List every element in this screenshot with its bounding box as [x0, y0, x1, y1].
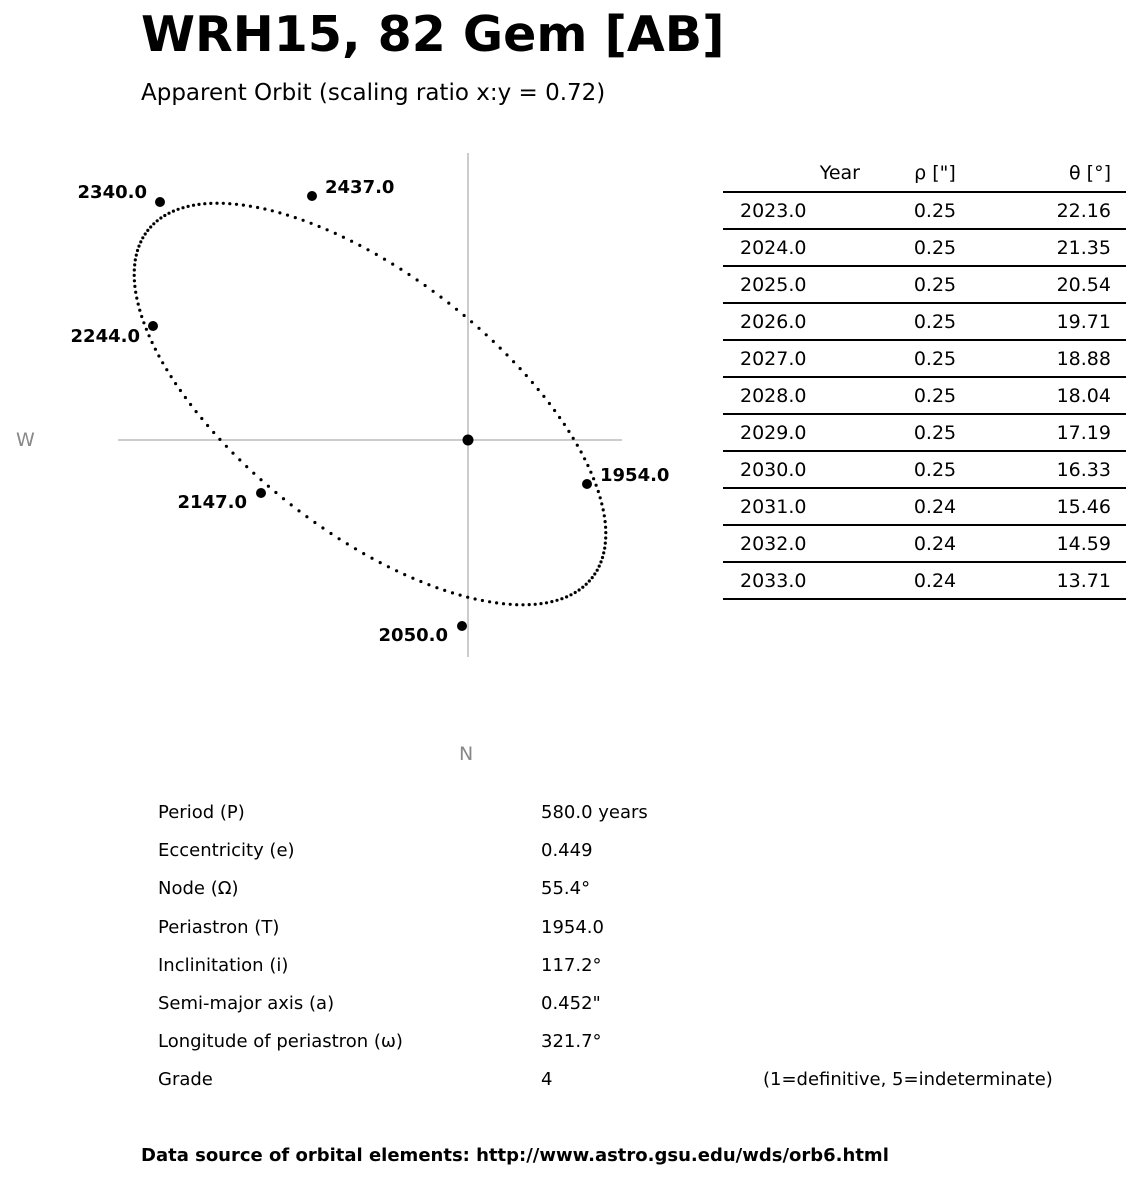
table-cell: 22.16	[1010, 192, 1126, 229]
orbit-dot	[375, 253, 378, 256]
orbit-dot	[499, 347, 502, 350]
table-cell: 21.35	[1010, 229, 1126, 266]
orbit-dot	[459, 594, 462, 597]
epoch-marker	[256, 488, 266, 498]
orbit-dot	[485, 333, 488, 336]
orbit-dot	[592, 477, 595, 480]
data-source-note: Data source of orbital elements: http://www.astro.gsu.edu/wds/orb6.html	[141, 1145, 889, 1166]
table-header-row	[723, 155, 1126, 192]
element-value: 117.2°	[541, 955, 602, 976]
orbit-dot	[387, 565, 390, 568]
table-row	[723, 192, 1126, 229]
orbit-dot	[259, 478, 262, 481]
chart-title: WRH15, 82 Gem [AB]	[141, 6, 725, 63]
table-row	[723, 562, 1126, 599]
orbit-dot	[553, 409, 556, 412]
element-label: Periastron (T)	[158, 917, 280, 938]
orbit-dot	[598, 565, 601, 568]
orbit-dot	[560, 597, 563, 600]
table-cell: 0.24	[860, 562, 1010, 599]
orbit-dot	[379, 561, 382, 564]
orbit-dot	[599, 496, 602, 499]
orbit-dot	[576, 444, 579, 447]
orbit-dot	[604, 536, 607, 539]
orbit-dot	[512, 360, 515, 363]
column-header: ρ ["]	[860, 155, 1010, 192]
orbit-dot	[419, 580, 422, 583]
orbit-dot	[135, 254, 138, 257]
table-cell: 19.71	[1010, 303, 1126, 340]
orbit-dot	[439, 296, 442, 299]
epoch-label: 1954.0	[600, 465, 670, 486]
orbit-dot	[586, 464, 589, 467]
orbit-dot	[427, 583, 430, 586]
orbit-dot	[585, 583, 588, 586]
orbit-dot	[563, 423, 566, 426]
orbit-dot	[338, 537, 341, 540]
orbit-dot	[603, 547, 606, 550]
orbit-dot	[231, 452, 234, 455]
orbit-dot	[148, 334, 151, 337]
orbit-dot	[139, 240, 142, 243]
orbit-dot	[318, 225, 321, 228]
orbit-dot	[151, 341, 154, 344]
element-value: 55.4°	[541, 878, 591, 899]
orbit-dot	[350, 240, 353, 243]
orbit-dot	[192, 204, 195, 207]
orbit-dot	[271, 209, 274, 212]
epoch-marker	[148, 321, 158, 331]
table-row	[723, 377, 1126, 414]
orbit-dot	[133, 285, 136, 288]
orbit-dot	[565, 595, 568, 598]
orbit-dot	[141, 236, 144, 239]
orbit-plot	[0, 140, 700, 780]
orbit-dot	[146, 229, 149, 232]
orbit-dot	[321, 526, 324, 529]
table-cell: 18.04	[1010, 377, 1126, 414]
orbit-dot	[424, 284, 427, 287]
west-label: W	[16, 429, 35, 451]
orbit-dot	[597, 490, 600, 493]
orbit-dot	[416, 278, 419, 281]
epoch-label: 2050.0	[378, 625, 448, 646]
table-cell: 13.71	[1010, 562, 1126, 599]
orbit-dot	[136, 249, 139, 252]
orbit-dot	[134, 291, 137, 294]
orbit-dot	[550, 600, 553, 603]
orbit-dot	[203, 202, 206, 205]
orbit-dot	[395, 569, 398, 572]
element-value: 4	[541, 1069, 553, 1090]
element-label: Longitude of periastron (ω)	[158, 1031, 403, 1052]
orbit-dot	[488, 600, 491, 603]
orbit-dot	[528, 603, 531, 606]
orbit-dot	[495, 601, 498, 604]
table-row	[723, 525, 1126, 562]
orbit-dot	[604, 526, 607, 529]
epoch-marker	[155, 197, 165, 207]
table-cell: 0.25	[860, 303, 1010, 340]
orbit-dot	[391, 263, 394, 266]
orbit-dot	[135, 297, 138, 300]
orbit-dot	[521, 603, 524, 606]
orbit-dot	[252, 472, 255, 475]
orbit-dot	[161, 361, 164, 364]
epoch-marker	[307, 191, 317, 201]
table-cell: 0.25	[860, 451, 1010, 488]
orbit-dot	[604, 520, 607, 523]
orbit-dot	[206, 424, 209, 427]
orbit-dot	[133, 268, 136, 271]
table-cell: 0.25	[860, 266, 1010, 303]
orbit-dot	[326, 228, 329, 231]
orbit-dot	[588, 579, 591, 582]
orbit-dot	[463, 314, 466, 317]
orbit-dot	[134, 258, 137, 261]
orbit-dot	[537, 388, 540, 391]
orbit-dot	[152, 222, 155, 225]
orbit-dot	[455, 308, 458, 311]
table-row	[723, 451, 1126, 488]
epoch-label: 2244.0	[70, 326, 140, 347]
orbit-dot	[245, 465, 248, 468]
orbit-dot	[539, 602, 542, 605]
orbit-dot	[447, 302, 450, 305]
element-label: Eccentricity (e)	[158, 840, 295, 861]
orbit-dot	[242, 204, 245, 207]
orbit-dot	[531, 381, 534, 384]
table-cell: 16.33	[1010, 451, 1126, 488]
orbit-dot	[383, 258, 386, 261]
table-cell: 0.25	[860, 192, 1010, 229]
orbit-dot	[589, 471, 592, 474]
orbit-dot	[481, 599, 484, 602]
orbit-dot	[474, 597, 477, 600]
orbit-dot	[603, 514, 606, 517]
grade-note: (1=definitive, 5=indeterminate)	[763, 1069, 1053, 1090]
table-cell: 0.25	[860, 229, 1010, 266]
orbit-dot	[583, 457, 586, 460]
table-cell: 2025.0	[723, 266, 860, 303]
table-cell: 2032.0	[723, 525, 860, 562]
orbit-dot	[263, 207, 266, 210]
table-cell: 0.25	[860, 340, 1010, 377]
orbit-dot	[567, 430, 570, 433]
orbit-dot	[370, 557, 373, 560]
orbit-dot	[157, 354, 160, 357]
orbit-dot	[534, 603, 537, 606]
orbit-dot	[167, 212, 170, 215]
orbit-dot	[600, 502, 603, 505]
orbit-dot	[218, 438, 221, 441]
orbit-dot	[172, 210, 175, 213]
orbit-dot	[515, 603, 518, 606]
orbit-dot	[170, 375, 173, 378]
orbit-dot	[145, 328, 148, 331]
orbit-dot	[542, 395, 545, 398]
orbit-dot	[149, 225, 152, 228]
orbit-dot	[154, 348, 157, 351]
orbit-dot	[144, 232, 147, 235]
orbit-dot	[362, 552, 365, 555]
epoch-label: 2340.0	[77, 182, 147, 203]
orbit-dot	[165, 368, 168, 371]
orbit-dot	[509, 603, 512, 606]
orbit-dot	[177, 208, 180, 211]
orbit-dot	[235, 203, 238, 206]
orbit-dot	[502, 602, 505, 605]
orbit-dot	[334, 232, 337, 235]
orbit-dot	[282, 497, 285, 500]
orbit-dot	[138, 309, 141, 312]
orbit-dot	[140, 315, 143, 318]
epoch-label: 2147.0	[177, 492, 247, 513]
orbit-dot	[595, 484, 598, 487]
table-cell: 2028.0	[723, 377, 860, 414]
orbit-dot	[477, 327, 480, 330]
element-value: 0.452"	[541, 993, 601, 1014]
element-label: Grade	[158, 1069, 213, 1090]
orbit-dot	[411, 577, 414, 580]
orbit-dot	[278, 211, 281, 214]
element-label: Period (P)	[158, 802, 245, 823]
north-label: N	[459, 743, 474, 765]
orbit-dot	[342, 236, 345, 239]
orbit-dot	[181, 206, 184, 209]
orbit-dot	[599, 560, 602, 563]
orbit-dot	[133, 263, 136, 266]
orbit-dot	[137, 303, 140, 306]
orbit-dot	[451, 591, 454, 594]
orbit-dot	[179, 389, 182, 392]
orbit-dot	[159, 216, 162, 219]
table-row	[723, 266, 1126, 303]
table-cell: 2030.0	[723, 451, 860, 488]
chart-subtitle: Apparent Orbit (scaling ratio x:y = 0.72)	[141, 80, 606, 106]
ephemeris-table	[723, 155, 1126, 600]
orbit-dot	[137, 245, 140, 248]
orbit-dot	[294, 216, 297, 219]
orbit-dot	[302, 219, 305, 222]
orbit-dot	[256, 206, 259, 209]
element-label: Semi-major axis (a)	[158, 993, 335, 1014]
orbit-dot	[578, 588, 581, 591]
table-cell: 20.54	[1010, 266, 1126, 303]
orbit-dot	[366, 248, 369, 251]
orbit-dot	[163, 214, 166, 217]
table-row	[723, 303, 1126, 340]
table-cell: 18.88	[1010, 340, 1126, 377]
orbit-dot	[358, 244, 361, 247]
table-cell: 0.24	[860, 525, 1010, 562]
table-cell: 2023.0	[723, 192, 860, 229]
orbit-dot	[238, 458, 241, 461]
orbit-dot	[492, 340, 495, 343]
orbit-dot	[133, 274, 136, 277]
orbit-dot	[225, 445, 228, 448]
table-cell: 2029.0	[723, 414, 860, 451]
table-cell: 2024.0	[723, 229, 860, 266]
element-label: Inclinitation (i)	[158, 955, 289, 976]
orbit-dot	[399, 268, 402, 271]
orbit-path	[133, 202, 608, 607]
table-cell: 2027.0	[723, 340, 860, 377]
orbit-dot	[286, 214, 289, 217]
orbit-dot	[407, 273, 410, 276]
orbit-dot	[310, 222, 313, 225]
orbit-dot	[195, 410, 198, 413]
orbit-dot	[545, 601, 548, 604]
orbit-dot	[519, 367, 522, 370]
orbit-dot	[435, 586, 438, 589]
orbit-dot	[596, 569, 599, 572]
orbit-dot	[212, 431, 215, 434]
orbit-dot	[329, 532, 332, 535]
orbit-dot	[209, 202, 212, 205]
epoch-marker	[457, 621, 467, 631]
element-value: 1954.0	[541, 917, 604, 938]
orbit-dot	[602, 508, 605, 511]
epoch-marker	[582, 479, 592, 489]
epoch-label: 2437.0	[325, 177, 395, 198]
element-value: 580.0 years	[541, 802, 648, 823]
orbit-dot	[591, 576, 594, 579]
orbit-dot	[290, 503, 293, 506]
orbit-dot	[443, 589, 446, 592]
orbit-dot	[604, 531, 607, 534]
orbit-dot	[133, 279, 136, 282]
orbit-dot	[267, 485, 270, 488]
orbit-dot	[274, 491, 277, 494]
orbit-dot	[432, 290, 435, 293]
table-row	[723, 229, 1126, 266]
orbit-dot	[555, 599, 558, 602]
table-cell: 0.25	[860, 414, 1010, 451]
table-cell: 0.25	[860, 377, 1010, 414]
column-header: Year	[723, 155, 860, 192]
table-cell: 2033.0	[723, 562, 860, 599]
table-cell: 2031.0	[723, 488, 860, 525]
orbit-dot	[184, 396, 187, 399]
orbit-dot	[505, 353, 508, 356]
element-value: 0.449	[541, 840, 593, 861]
primary-star-marker	[463, 435, 474, 446]
orbit-dot	[470, 320, 473, 323]
orbit-dot	[602, 551, 605, 554]
orbit-dot	[297, 509, 300, 512]
table-row	[723, 414, 1126, 451]
orbit-dot	[604, 542, 607, 545]
column-header: θ [°]	[1010, 155, 1126, 192]
orbit-dot	[142, 321, 145, 324]
orbit-dot	[403, 573, 406, 576]
table-row	[723, 340, 1126, 377]
table-cell: 0.24	[860, 488, 1010, 525]
table-cell: 2026.0	[723, 303, 860, 340]
orbit-dot	[548, 402, 551, 405]
element-label: Node (Ω)	[158, 878, 239, 899]
orbit-dot	[313, 521, 316, 524]
orbit-dot	[197, 203, 200, 206]
orbit-dot	[580, 450, 583, 453]
orbit-dot	[574, 591, 577, 594]
table-cell: 17.19	[1010, 414, 1126, 451]
orbit-dot	[200, 417, 203, 420]
table-cell: 15.46	[1010, 488, 1126, 525]
orbit-dot	[558, 416, 561, 419]
orbit-dot	[215, 202, 218, 205]
orbit-dot	[222, 202, 225, 205]
orbit-dot	[174, 382, 177, 385]
orbit-dot	[466, 596, 469, 599]
orbit-dot	[189, 403, 192, 406]
element-value: 321.7°	[541, 1031, 602, 1052]
orbit-dot	[249, 205, 252, 208]
orbit-dot	[346, 542, 349, 545]
orbit-dot	[187, 205, 190, 208]
orbit-dot	[305, 515, 308, 518]
orbit-dot	[525, 374, 528, 377]
orbit-dot	[569, 593, 572, 596]
orbit-dot	[572, 437, 575, 440]
orbit-dot	[593, 572, 596, 575]
table-cell: 14.59	[1010, 525, 1126, 562]
orbit-dot	[228, 202, 231, 205]
orbit-dot	[156, 219, 159, 222]
table-row	[723, 488, 1126, 525]
orbit-dot	[601, 556, 604, 559]
orbit-dot	[581, 586, 584, 589]
orbit-dot	[354, 547, 357, 550]
